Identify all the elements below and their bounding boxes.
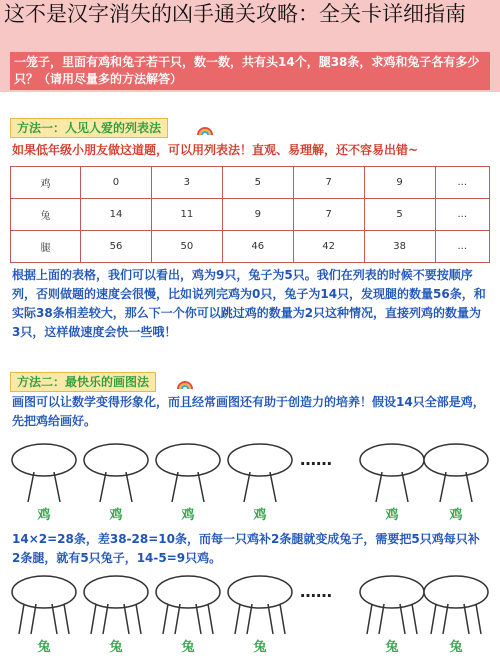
chicken-figure [358, 442, 426, 522]
figure-label: 兔 [37, 640, 51, 655]
rabbit-figure [10, 574, 78, 654]
figure-drawing [154, 574, 222, 638]
rainbow-icon [177, 376, 193, 390]
figure-drawing [358, 442, 426, 506]
table-cell: ... [435, 199, 489, 231]
figure-drawing [10, 442, 78, 506]
ellipsis: …… [300, 450, 332, 469]
figure-label: 鸡 [37, 508, 51, 523]
table-cell: 7 [293, 167, 364, 199]
chicken-figure [154, 442, 222, 522]
table-cell: 3 [151, 167, 222, 199]
table-cell: 5 [222, 167, 293, 199]
figure-drawing [82, 442, 150, 506]
rabbit-figure [358, 574, 426, 654]
rabbit-figure [154, 574, 222, 654]
table-row [11, 199, 490, 231]
figure-label: 鸡 [385, 508, 399, 523]
figure-label: 鸡 [181, 508, 195, 523]
row-label: 腿 [11, 231, 81, 263]
chicken-figure [226, 442, 294, 522]
table-cell: 0 [81, 167, 152, 199]
rabbit-figure-row [10, 574, 490, 664]
chicken-figure [82, 442, 150, 522]
figure-label: 鸡 [109, 508, 123, 523]
table-cell: 46 [222, 231, 293, 263]
table-cell: 5 [364, 199, 435, 231]
rabbit-figure [422, 574, 490, 654]
table-cell: 11 [151, 199, 222, 231]
method2-calc: 14×2=28条，差38-28=10条，而每一只鸡补2条腿就变成兔子，需要把5只鸡每只补2条腿，就有5只兔子，14-5=9只鸡。 [12, 532, 480, 565]
method1-explanation: 根据上面的表格，我们可以看出，鸡为9只，兔子为5只。我们在列表的时候不要按顺序列，否则做题的速度会很慢，比如说列完鸡为0只，兔子为14只，发现腿的数量56条，和实际38条相差较大，那么下一个你可以跳过鸡的数量为2只这种情况，直接列鸡的数量为3只，这样做速度会快一些哦！ [12, 268, 486, 339]
table-row [11, 231, 490, 263]
figure-drawing [82, 574, 150, 638]
chicken-rabbit-table [10, 166, 490, 263]
table-cell: ... [435, 167, 489, 199]
table-cell: ... [435, 231, 489, 263]
method2-intro: 画图可以让数学变得形象化，而且经常画图还有助于创造力的培养！假设14只全部是鸡，先把鸡给画好。 [12, 395, 485, 428]
figure-drawing [422, 574, 490, 638]
page-title: 这不是汉字消失的凶手通关攻略：全关卡详细指南 [4, 2, 466, 26]
figure-drawing [226, 574, 294, 638]
table-cell: 38 [364, 231, 435, 263]
table-cell: 7 [293, 199, 364, 231]
rainbow-icon [197, 122, 213, 136]
table-cell: 56 [81, 231, 152, 263]
ellipsis: …… [300, 582, 332, 601]
chicken-figure [10, 442, 78, 522]
row-label: 兔 [11, 199, 81, 231]
method1-heading: 方法一：人见人爱的列表法 [10, 118, 168, 138]
figure-label: 兔 [253, 640, 267, 655]
chicken-figure [422, 442, 490, 522]
figure-drawing [422, 442, 490, 506]
table-cell: 50 [151, 231, 222, 263]
figure-label: 兔 [109, 640, 123, 655]
figure-label: 兔 [385, 640, 399, 655]
method1-note: 如果低年级小朋友做这道题，可以用列表法！直观、易理解，还不容易出错~ [12, 143, 419, 157]
rabbit-figure [226, 574, 294, 654]
figure-drawing [358, 574, 426, 638]
chicken-figure-row [10, 442, 490, 532]
figure-drawing [154, 442, 222, 506]
method2-heading: 方法二：最快乐的画图法 [10, 372, 156, 392]
table-cell: 42 [293, 231, 364, 263]
row-label: 鸡 [11, 167, 81, 199]
figure-label: 鸡 [253, 508, 267, 523]
table-cell: 14 [81, 199, 152, 231]
table-cell: 9 [364, 167, 435, 199]
table-cell: 9 [222, 199, 293, 231]
figure-drawing [226, 442, 294, 506]
figure-label: 鸡 [449, 508, 463, 523]
figure-drawing [10, 574, 78, 638]
rabbit-figure [82, 574, 150, 654]
table-row [11, 167, 490, 199]
figure-label: 兔 [449, 640, 463, 655]
figure-label: 兔 [181, 640, 195, 655]
problem-text: 一笼子，里面有鸡和兔子若干只，数一数，共有头14个，腿38条，求鸡和兔子各有多少只？（请用尽量多的方法解答） [14, 55, 480, 86]
